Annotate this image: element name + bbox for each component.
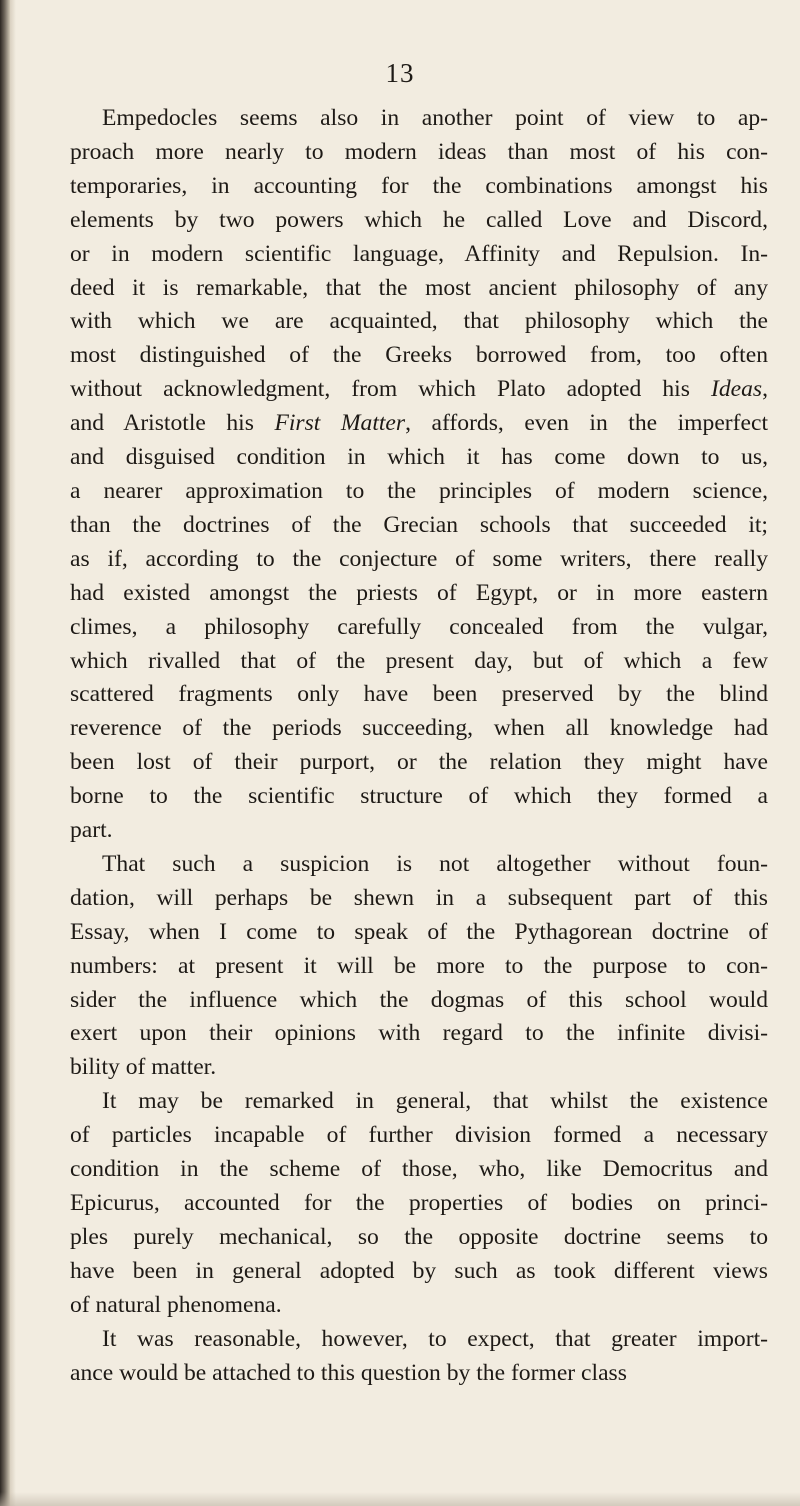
text-run: of natural phenomena. [70,1291,282,1318]
text-line [70,950,768,984]
text-line [70,712,768,746]
text-run: been lost of their purport, or the relation they might have [70,749,768,776]
text-run: ples purely mechanical, so the opposite doctrine seems to [70,1223,768,1250]
paragraph [70,1323,768,1391]
text-run: have been in general adopted by such as took different views [70,1257,768,1284]
text-line [70,272,768,306]
text-run: or in modern scientific language, Affinity and Repulsion. In- [70,240,768,267]
text-line [70,1221,768,1255]
text-run: That such a suspicion is not altogether without foun- [102,850,768,877]
text-line [70,102,768,136]
text-run: reverence of the periods succeeding, when all knowledge had [70,715,768,742]
paragraph [70,102,768,848]
text-run: dation, will perhaps be shewn in a subsequent part of this [70,884,768,911]
text-line [70,136,768,170]
gutter-shading [10,0,16,1506]
text-line [70,1051,768,1085]
text-line [70,1357,768,1391]
text-run: , affords, even in the imperfect [405,410,769,437]
text-run: Epicurus, accounted for the properties of bodies on princi- [70,1190,768,1216]
text-run: Essay, when I come to speak of the Pythagorean doctrine of [70,918,768,945]
text-line [70,204,768,238]
text-run: and disguised condition in which it has come down to us, [70,444,768,471]
text-line [70,814,768,848]
text-line [70,577,768,611]
page-bottom-shadow [0,1492,800,1506]
text-run: without acknowledgment, from which Plato adopted his [70,376,711,403]
text-run: a nearer approximation to the principles of modern science, [70,477,768,504]
text-run: and Aristotle his [70,410,275,437]
text-line [70,916,768,950]
body-text [70,102,768,1390]
text-line [70,407,768,441]
text-line [70,509,768,543]
text-line [70,1119,768,1153]
text-line [70,475,768,509]
text-run: elements by two powers which he called Love and Discord, [70,206,768,233]
text-run: proach more nearly to modern ideas than most of his con- [70,138,768,165]
text-run: most distinguished of the Greeks borrowed from, too often [70,342,768,369]
text-run: scattered fragments only have been preserved by the blind [70,681,768,708]
text-run: climes, a philosophy carefully concealed from the vulgar, [70,613,768,640]
paragraph [70,1085,768,1322]
text-line [70,1323,768,1357]
text-line [70,848,768,882]
text-run: numbers: at present it will be more to the purpose to con- [70,952,768,979]
text-line [70,238,768,272]
text-line [70,678,768,712]
book-spine-shadow [0,0,10,1506]
text-line [70,543,768,577]
italic-term: Ideas [710,376,763,403]
text-run: sider the influence which the dogmas of this school would [70,986,768,1013]
text-line [70,1187,768,1221]
italic-term: First Matter [274,410,406,437]
text-run: ance would be attached to this question by the former class [70,1359,627,1386]
text-line [70,1289,768,1323]
text-line [70,441,768,475]
text-run: bility of matter. [70,1054,217,1081]
text-run: exert upon their opinions with regard to the infinite divisi- [70,1020,768,1047]
text-run: as if, according to the conjecture of some writers, there really [70,545,768,572]
text-run: part. [70,817,113,844]
paragraph [70,848,768,1085]
text-line [70,1017,768,1051]
page-number: 13 [385,58,415,88]
text-line [70,305,768,339]
text-run: , [762,376,768,403]
text-line [70,645,768,679]
text-run: had existed amongst the priests of Egypt, or in more eastern [70,579,768,606]
text-line [70,170,768,204]
text-run: Empedocles seems also in another point of view to ap- [102,105,768,131]
text-line [70,1153,768,1187]
text-line [70,1085,768,1119]
text-line [70,882,768,916]
text-line [70,984,768,1018]
text-run: than the doctrines of the Grecian schools that succeeded it; [70,511,768,538]
text-line [70,373,768,407]
text-run: It may be remarked in general, that whilst the existence [102,1088,768,1115]
text-run: It was reasonable, however, to expect, that greater import- [102,1325,768,1352]
text-line [70,746,768,780]
text-run: with which we are acquainted, that philosophy which the [70,308,768,335]
text-run: temporaries, in accounting for the combinations amongst his [70,172,768,199]
text-line [70,339,768,373]
text-run: condition in the scheme of those, who, like Democritus and [70,1156,768,1183]
text-run: of particles incapable of further division formed a necessary [70,1122,768,1149]
text-run: deed it is remarkable, that the most ancient philosophy of any [70,274,768,301]
text-run: which rivalled that of the present day, but of which a few [70,647,768,674]
text-line [70,611,768,645]
text-line [70,780,768,814]
text-line [70,1255,768,1289]
text-run: borne to the scientific structure of which they formed a [70,783,768,810]
